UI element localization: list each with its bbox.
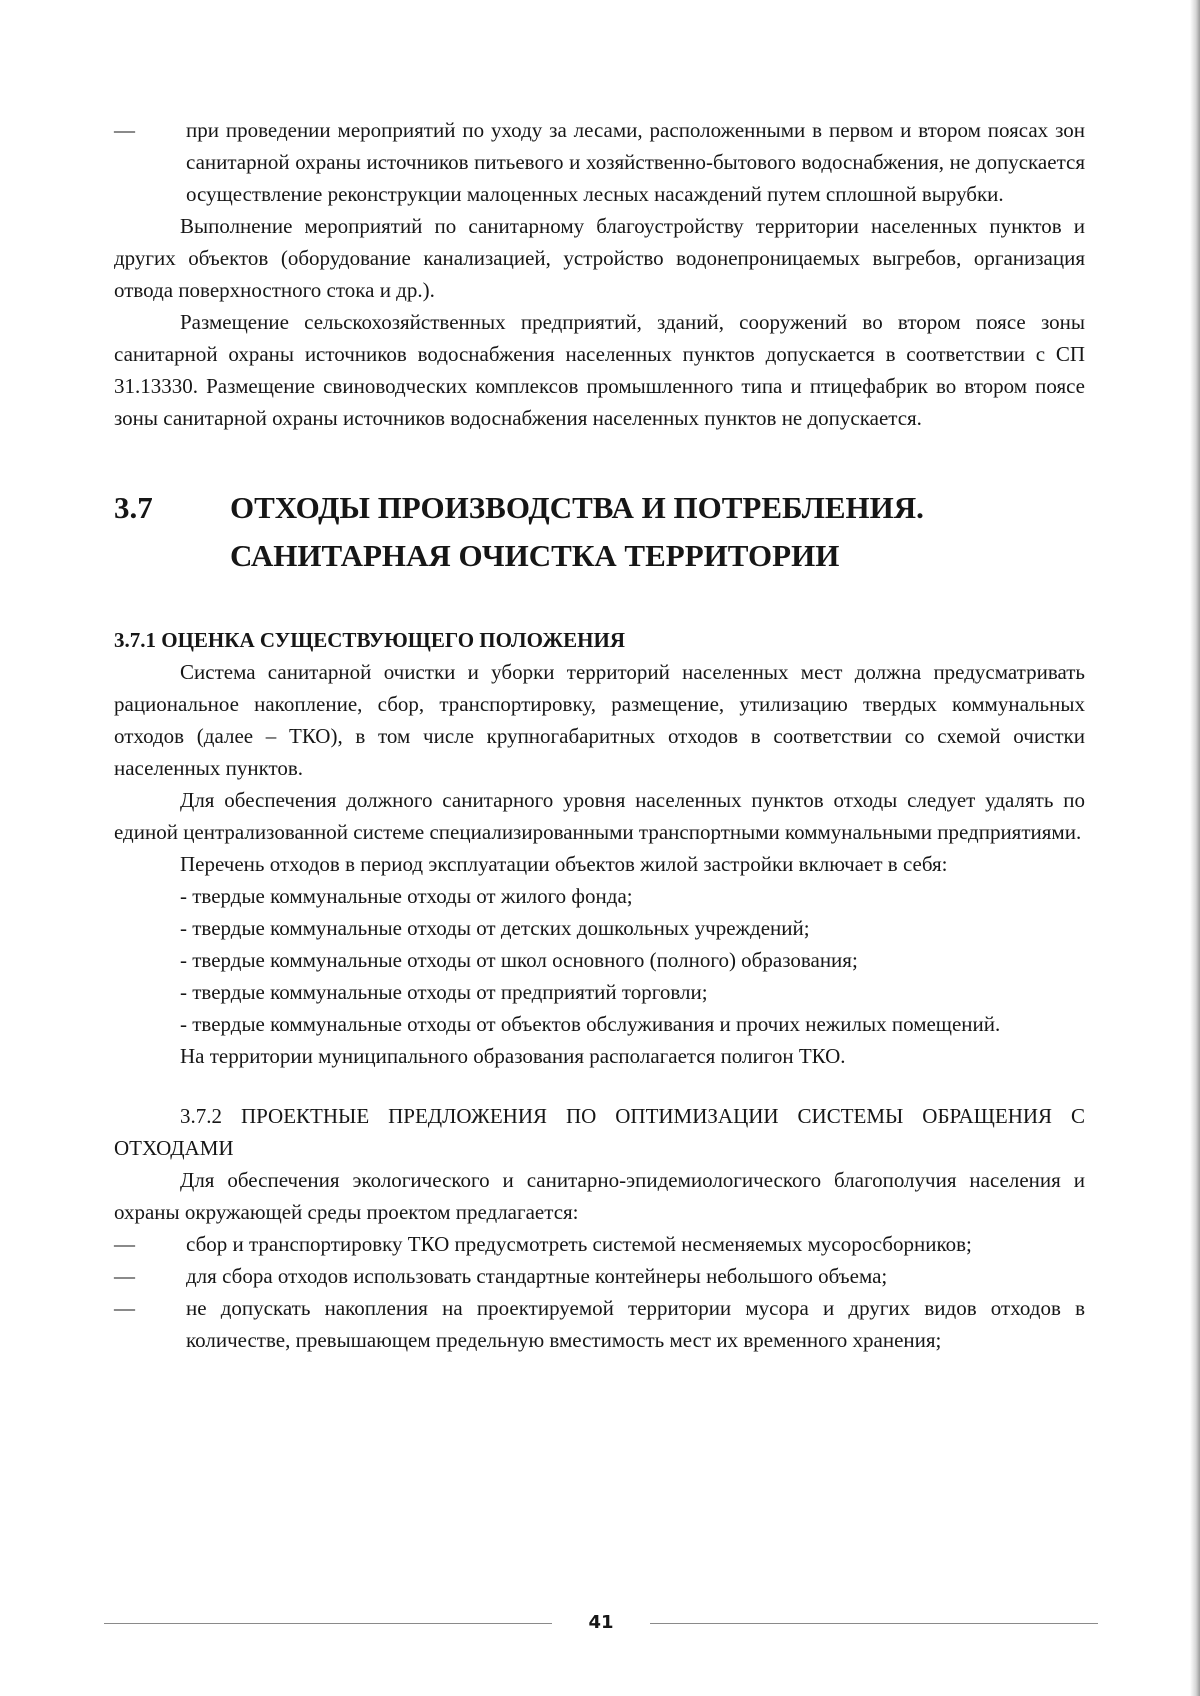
section-number: 3.7 [114,490,153,525]
paragraph-landfill: На территории муниципального образования располагается полигон ТКО. [180,1044,846,1068]
paragraph-waste-removal: Для обеспечения должного санитарного уровня населенных пунктов отходы следует удалять по единой централизованной системе специализированными транспортными коммунальными предприятиями. [114,788,1085,844]
proposal-bullet [114,1228,1085,1260]
list-item: - твердые коммунальные отходы от объектов обслуживания и прочих нежилых помещений. [180,1012,1001,1036]
page-footer [104,1605,1098,1641]
page-edge-shadow [1190,0,1200,1696]
page-number: 41 [588,1612,614,1633]
list-item: - твердые коммунальные отходы от школ основного (полного) образования; [180,948,858,972]
page-body [114,114,1085,1356]
list-item: - твердые коммунальные отходы от жилого фонда; [180,884,633,908]
list-item: - твердые коммунальные отходы от предприятий торговли; [180,980,708,1004]
proposal-bullet [114,1260,1085,1292]
forest-care-bullet [114,114,1085,210]
dash-bullet-icon: — [114,1232,135,1256]
list-item: - твердые коммунальные отходы от детских дошкольных учреждений; [180,916,810,940]
bullet-text: при проведении мероприятий по уходу за лесами, расположенными в первом и втором поясах зон санитарной охраны источников питьевого и хозяйственно-бытового водоснабжения, не допускается осуществление реконструкции малоценных лесных насаждений путем сплошной вырубки. [186,118,1085,206]
paragraph-sanitation: Выполнение мероприятий по санитарному благоустройству территории населенных пунктов и других объектов (оборудование канализацией, устройство водонепроницаемых выгребов, организация отвода поверхностного стока и др.). [114,214,1085,302]
subsection-heading-3-7-1: 3.7.1 ОЦЕНКА СУЩЕСТВУЮЩЕГО ПОЛОЖЕНИЯ [114,628,625,652]
section-title-line-2: САНИТАРНАЯ ОЧИСТКА ТЕРРИТОРИИ [230,538,840,573]
dash-bullet-icon: — [114,1296,135,1320]
section-title-line-1: ОТХОДЫ ПРОИЗВОДСТВА И ПОТРЕБЛЕНИЯ. [230,490,924,525]
paragraph-cleaning-system: Система санитарной очистки и уборки территорий населенных мест должна предусматривать рациональное накопление, сбор, транспортировку, размещение, утилизацию твердых коммунальных отходов (далее – ТКО), в том числе крупногабаритных отходов в соответствии со схемой очистки населенных пунктов. [114,660,1085,780]
paragraph-agriculture: Размещение сельскохозяйственных предприятий, зданий, сооружений во втором поясе зоны санитарной охраны источников водоснабжения населенных пунктов допускается в соответствии с СП 31.13330. Размещение свиноводческих комплексов промышленного типа и птицефабрик во втором поясе зоны санитарной охраны источников водоснабжения населенных пунктов не допускается. [114,310,1085,430]
section-title-text [230,484,924,580]
bullet-text: не допускать накопления на проектируемой территории мусора и других видов отходов в количестве, превышающем предельную вместимость мест их временного хранения; [186,1296,1085,1352]
footer-rule-left [104,1623,552,1624]
subsection-heading-3-7-2: 3.7.2 ПРОЕКТНЫЕ ПРЕДЛОЖЕНИЯ ПО ОПТИМИЗАЦИИ СИСТЕМЫ ОБРАЩЕНИЯ С ОТХОДАМИ [114,1104,1085,1160]
paragraph-proposals-intro: Для обеспечения экологического и санитарно-эпидемиологического благополучия населения и охраны окружающей среды проектом предлагается: [114,1168,1085,1224]
proposal-bullet [114,1292,1085,1356]
bullet-text: для сбора отходов использовать стандартные контейнеры небольшого объема; [186,1264,888,1288]
bullet-text: сбор и транспортировку ТКО предусмотреть системой несменяемых мусоросборников; [186,1232,972,1256]
dash-bullet-icon: — [114,1264,135,1288]
dash-bullet-icon: — [114,118,135,142]
section-heading [114,484,1085,580]
footer-rule-right [650,1623,1098,1624]
paragraph-waste-list-intro: Перечень отходов в период эксплуатации объектов жилой застройки включает в себя: [180,852,948,876]
